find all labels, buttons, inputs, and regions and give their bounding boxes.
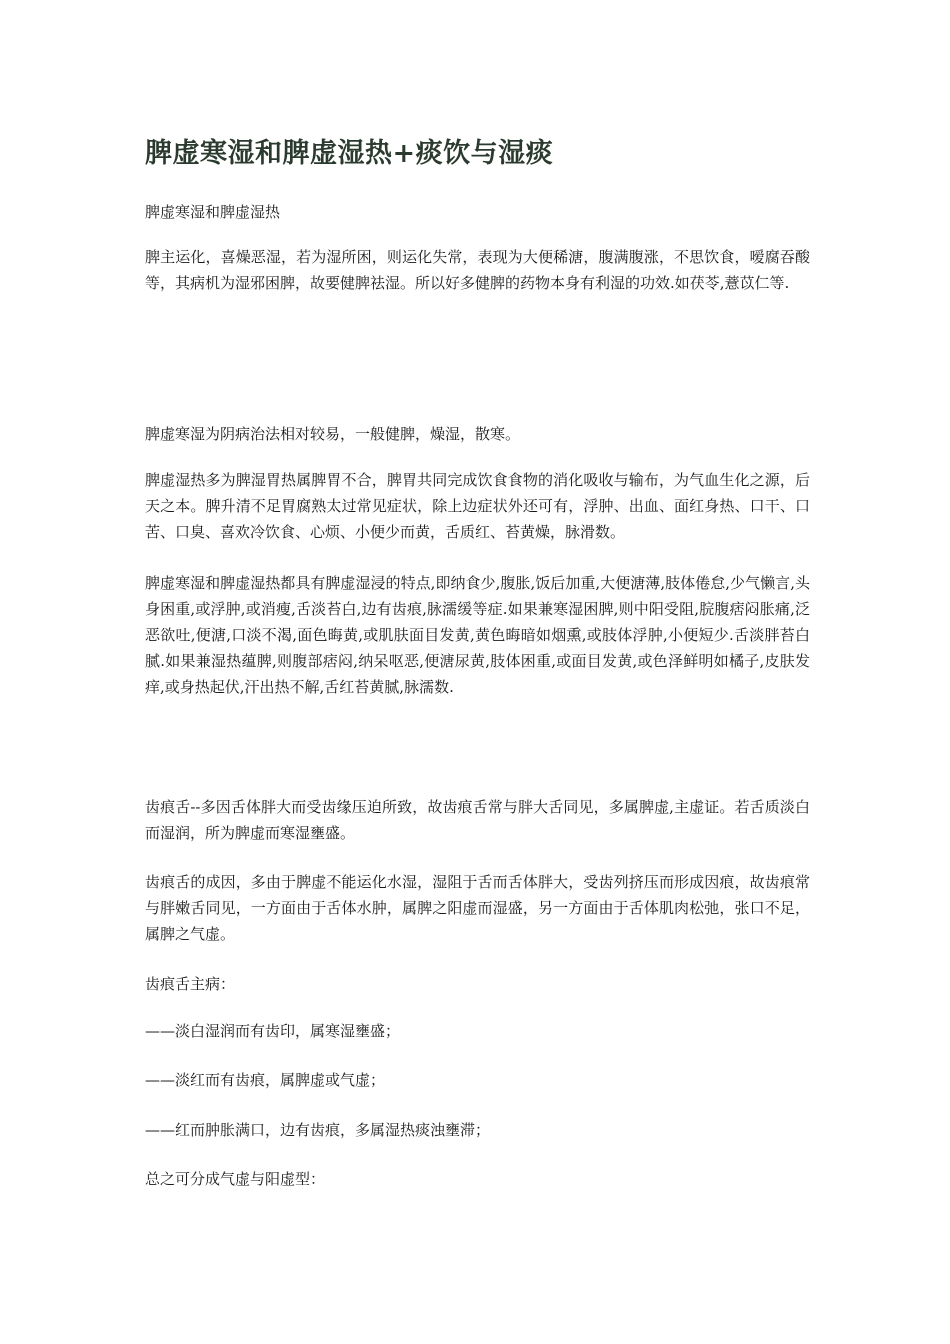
list-item: ——淡白湿润而有齿印，属寒湿壅盛；: [145, 1022, 401, 1040]
list-item: ——红而肿胀满口，边有齿痕，多属湿热痰浊壅滞；: [145, 1121, 491, 1139]
list-heading: 齿痕舌主病：: [145, 975, 236, 993]
paragraph-tooth-mark-causes: 齿痕舌的成因，多由于脾虚不能运化水湿，湿阻于舌而舌体胖大，受齿列挤压而形成因痕，故齿痕常与胖嫩舌同见，一方面由于舌体水肿，属脾之阳虚而湿盛，另一方面由于舌体肌肉松弛，张口不足，属脾之气虚。: [145, 873, 810, 943]
paragraph-damp-heat: 脾虚湿热多为脾湿胃热属脾胃不合，脾胃共同完成饮食食物的消化吸收与输布，为气血生化之源，后天之本。脾升清不足胃腐熟太过常见症状，除上边症状外还可有，浮肿、出血、面红身热、口干、口苦、口臭、喜欢冷饮食、心烦、小便少而黄，舌质红、苔黄燥，脉滑数。: [145, 471, 810, 541]
paragraph-cold-damp: 脾虚寒湿为阴病治法相对较易，一般健脾，燥湿，散寒。: [145, 425, 521, 443]
section-heading: 脾虚寒湿和脾虚湿热: [145, 203, 281, 221]
paragraph-spleen-transport: 脾主运化，喜燥恶湿，若为湿所困，则运化失常，表现为大便稀溏，腹满腹涨，不思饮食，嗳腐吞酸等，其病机为湿邪困脾，故要健脾祛湿。所以好多健脾的药物本身有利湿的功效.如茯苓,薏苡仁等.: [145, 248, 810, 292]
list-item: ——淡红而有齿痕，属脾虚或气虚；: [145, 1071, 386, 1089]
document-title: 脾虚寒湿和脾虚湿热+痰饮与湿痰: [145, 138, 554, 169]
paragraph-comparison: 脾虚寒湿和脾虚湿热都具有脾虚湿浸的特点,即纳食少,腹胀,饭后加重,大便溏薄,肢体倦怠,少气懒言,头身困重,或浮肿,或消瘦,舌淡苔白,边有齿痕,脉濡缓等症.如果兼寒湿困脾,则中阳受阻,脘腹痞闷胀痛,泛恶欲吐,便溏,口淡不渴,面色晦黄,或肌肤面目发黄,黄色晦暗如烟熏,或肢体浮肿,小便短少.舌淡胖苔白腻.如果兼湿热蕴脾,则腹部痞闷,纳呆呕恶,便溏尿黄,肢体困重,或面目发黄,或色泽鲜明如橘子,皮肤发痒,或身热起伏,汗出热不解,舌红苔黄腻,脉濡数.: [145, 574, 810, 696]
summary-line: 总之可分成气虚与阳虚型：: [145, 1170, 326, 1188]
paragraph-tooth-marked-tongue: 齿痕舌--多因舌体胖大而受齿缘压迫所致，故齿痕舌常与胖大舌同见，多属脾虚,主虚证。若舌质淡白而湿润，所为脾虚而寒湿壅盛。: [145, 798, 810, 842]
